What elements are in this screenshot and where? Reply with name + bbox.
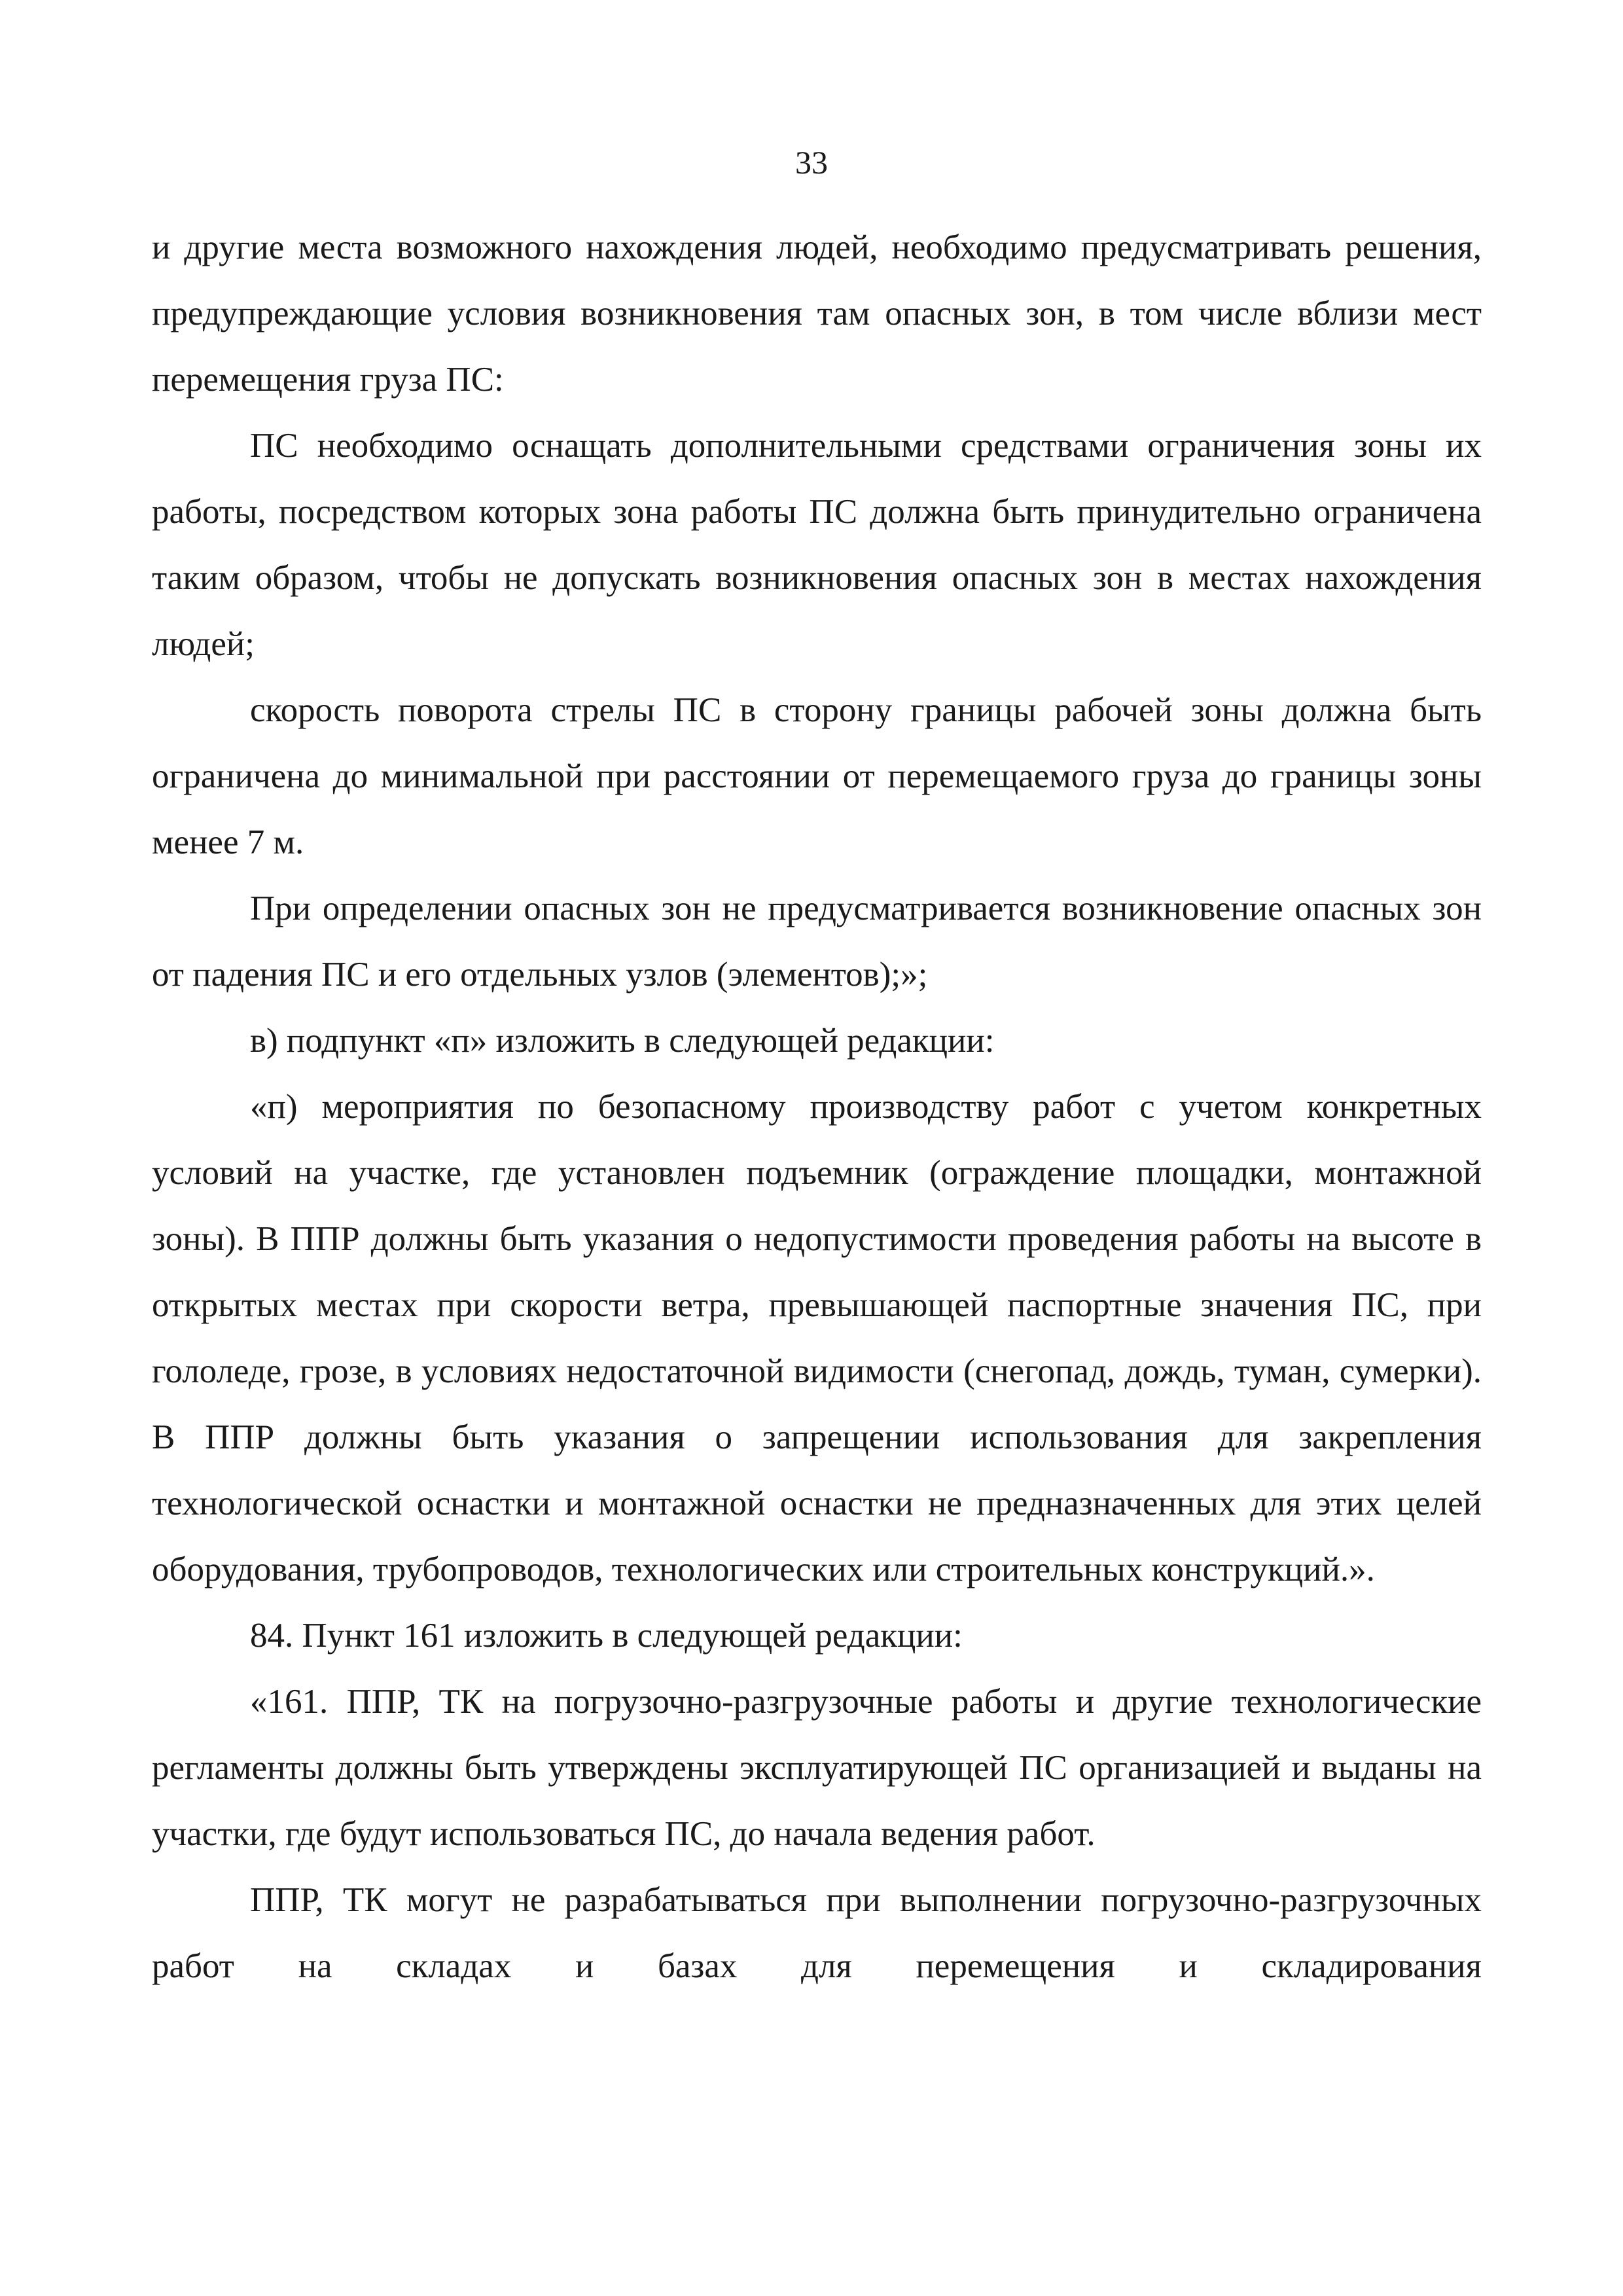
paragraph-item-161: «161. ППР, ТК на погрузочно-разгрузочные работы и другие технологические регламенты должны быть утверждены эксплуатирующей ПС организацией и выданы на участки, где будут использоваться ПС, до начала ведения работ. bbox=[152, 1683, 1482, 1853]
paragraph-danger-zones: При определении опасных зон не предусматривается возникновение опасных зон от падения ПС и его отдельных узлов (элементов);»; bbox=[152, 889, 1482, 994]
paragraph-continuation: и другие места возможного нахождения людей, необходимо предусматривать решения, предупреждающие условия возникновения там опасных зон, в том числе вблизи мест перемещения груза ПС: bbox=[152, 228, 1482, 399]
paragraph-subitem-v: в) подпункт «п» изложить в следующей редакции: bbox=[250, 1022, 995, 1060]
paragraph-item-84: 84. Пункт 161 изложить в следующей редакции: bbox=[250, 1617, 963, 1655]
paragraph-subitem-p: «п) мероприятия по безопасному производству работ с учетом конкретных условий на участке, где установлен подъемник (ограждение площадки, монтажной зоны). В ППР должны быть указания о недопустимости проведения работы на высоте в открытых местах при скорости ветра, превышающей паспортные значения ПС, при гололеде, грозе, в условиях недостаточной видимости (снегопад, дождь, туман, сумерки). В ППР должны быть указания о запрещении использования для закрепления технологической оснастки и монтажной оснастки не предназначенных для этих целей оборудования, трубопроводов, технологических или строительных конструкций.». bbox=[152, 1088, 1482, 1588]
paragraph-boom-speed: скорость поворота стрелы ПС в сторону границы рабочей зоны должна быть ограничена до минимальной при расстоянии от перемещаемого груза до границы зоны менее 7 м. bbox=[152, 691, 1482, 861]
document-body bbox=[152, 215, 1482, 2000]
paragraph-limiters: ПС необходимо оснащать дополнительными средствами ограничения зоны их работы, посредством которых зона работы ПС должна быть принудительно ограничена таким образом, чтобы не допускать возникновения опасных зон в местах нахождения людей; bbox=[152, 427, 1482, 663]
page-number: 33 bbox=[795, 144, 828, 181]
paragraph-ppr-tk: ППР, ТК могут не разрабатываться при выполнении погрузочно-разгрузочных работ на складах и базах для перемещения и складирования bbox=[152, 1881, 1482, 1985]
